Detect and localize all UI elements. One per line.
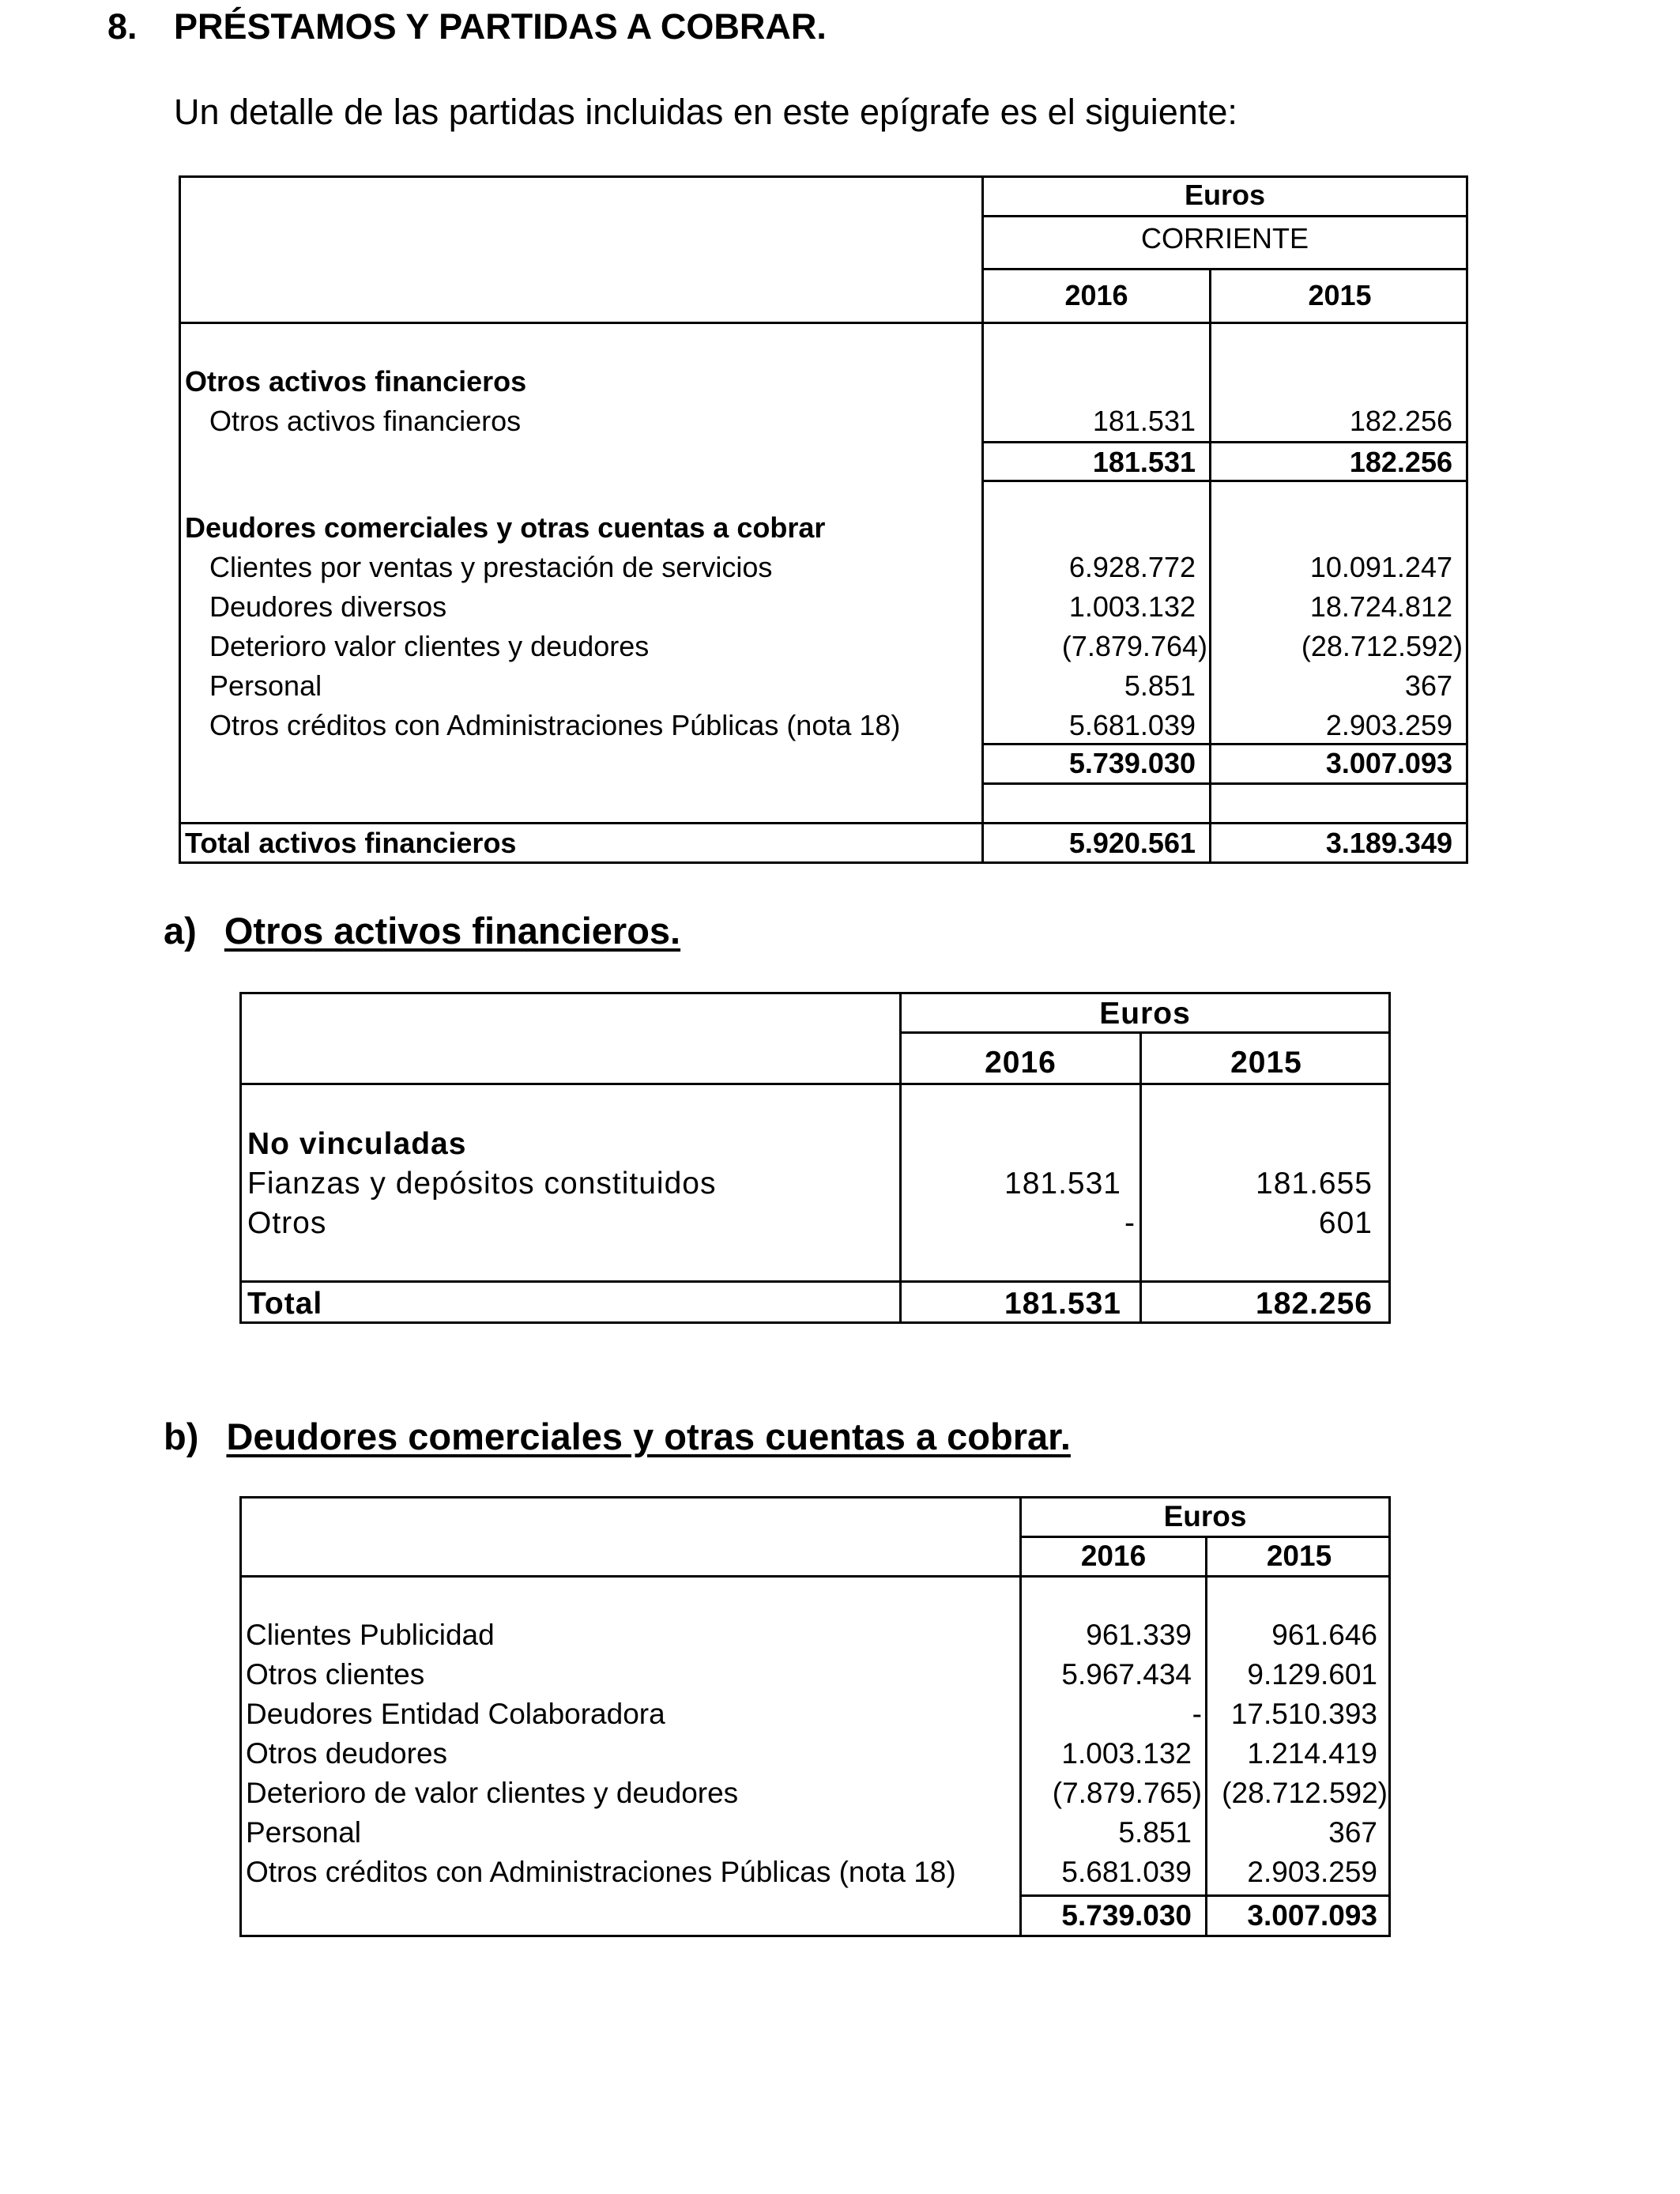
subtotal-2016: 5.739.030	[1068, 747, 1196, 779]
section-number: 8.	[107, 6, 137, 47]
value-2015: (28.712.592)	[1222, 1777, 1388, 1809]
subsection-title: Otros activos financieros.	[224, 910, 681, 952]
group-title: Deudores comerciales y otras cuentas a cobrar	[185, 511, 826, 544]
total-2015: 182.256	[1256, 1287, 1373, 1321]
year-header-2016: 2016	[1080, 1540, 1147, 1572]
value-2015: 367	[1404, 669, 1452, 702]
value-2016: 1.003.132	[1068, 590, 1196, 623]
year-header-2015: 2015	[1266, 1540, 1332, 1572]
value-2015: 2.903.259	[1247, 1856, 1377, 1888]
row-label: Fianzas y depósitos constituidos	[247, 1167, 717, 1201]
subtotal-2015: 3.007.093	[1325, 747, 1452, 779]
row-label: Otros activos financieros	[209, 405, 522, 437]
year-header-2016: 2016	[985, 1046, 1057, 1080]
total-2016: 5.739.030	[1061, 1899, 1192, 1932]
value-2015: 18.724.812	[1309, 590, 1452, 623]
value-2016: 5.851	[1118, 1816, 1192, 1849]
unit-header: Euros	[1099, 997, 1191, 1031]
unit-header: Euros	[1184, 179, 1266, 211]
value-2016: 961.339	[1086, 1619, 1192, 1651]
value-2016: (7.879.765)	[1052, 1777, 1202, 1809]
row-label: Otros créditos con Administraciones Públicas (nota 18)	[209, 709, 901, 741]
total-2016: 5.920.561	[1068, 827, 1196, 859]
value-2016: 5.851	[1124, 669, 1196, 702]
row-label: Personal	[209, 669, 322, 702]
value-2016: 1.003.132	[1061, 1737, 1192, 1770]
value-2016: 181.531	[1004, 1167, 1121, 1201]
section-title: PRÉSTAMOS Y PARTIDAS A COBRAR.	[174, 6, 827, 47]
row-label: Otros deudores	[246, 1737, 448, 1770]
value-2016: 6.928.772	[1068, 551, 1196, 583]
value-2015: 601	[1318, 1206, 1373, 1240]
total-2015: 3.007.093	[1247, 1899, 1377, 1932]
subsection-a-heading	[164, 909, 680, 952]
total-2015: 3.189.349	[1325, 827, 1452, 859]
row-label: Deudores diversos	[209, 590, 447, 623]
value-2015: 2.903.259	[1325, 709, 1452, 741]
intro-text: Un detalle de las partidas incluidas en este epígrafe es el siguiente:	[174, 92, 1237, 132]
value-2016: 5.681.039	[1068, 709, 1196, 741]
group-title: No vinculadas	[247, 1127, 467, 1161]
value-2015: 367	[1328, 1816, 1377, 1849]
value-2015: 961.646	[1271, 1619, 1377, 1651]
subtotal-2015: 182.256	[1349, 446, 1452, 478]
row-label: Deudores Entidad Colaboradora	[246, 1698, 665, 1730]
group-header: CORRIENTE	[1140, 222, 1309, 254]
value-2015: 181.655	[1256, 1167, 1373, 1201]
value-2015: 17.510.393	[1230, 1698, 1377, 1730]
value-2015: (28.712.592)	[1301, 630, 1463, 662]
unit-header: Euros	[1163, 1500, 1247, 1532]
total-label: Total activos financieros	[185, 827, 517, 859]
subsection-b-heading	[164, 1415, 1071, 1458]
year-header-2015: 2015	[1308, 279, 1372, 311]
value-2016: 181.531	[1092, 405, 1196, 437]
value-2015: 9.129.601	[1247, 1658, 1377, 1691]
value-2015: 10.091.247	[1309, 551, 1452, 583]
value-2015: 182.256	[1349, 405, 1452, 437]
group-title: Otros activos financieros	[185, 365, 527, 398]
subsection-letter: b)	[164, 1416, 199, 1457]
subsection-title: Deudores comerciales y otras cuentas a cobrar.	[226, 1416, 1071, 1457]
value-2016: (7.879.764)	[1061, 630, 1207, 662]
value-2016: 5.967.434	[1061, 1658, 1192, 1691]
value-2015: 1.214.419	[1247, 1737, 1377, 1770]
subtotal-2016: 181.531	[1092, 446, 1196, 478]
row-label: Clientes por ventas y prestación de servicios	[209, 551, 773, 583]
row-label: Deterioro de valor clientes y deudores	[246, 1777, 739, 1809]
value-2016: -	[1124, 1206, 1136, 1240]
row-label: Deterioro valor clientes y deudores	[209, 630, 650, 662]
total-2016: 181.531	[1004, 1287, 1121, 1321]
value-2016: -	[1192, 1698, 1202, 1730]
year-header-2015: 2015	[1230, 1046, 1302, 1080]
row-label: Otros clientes	[246, 1658, 425, 1691]
row-label: Clientes Publicidad	[246, 1619, 495, 1651]
subsection-letter: a)	[164, 910, 197, 952]
row-label: Personal	[246, 1816, 362, 1849]
total-label: Total	[247, 1287, 323, 1321]
year-header-2016: 2016	[1064, 279, 1128, 311]
value-2016: 5.681.039	[1061, 1856, 1192, 1888]
row-label: Otros créditos con Administraciones Públicas (nota 18)	[246, 1856, 956, 1888]
row-label: Otros	[247, 1206, 327, 1240]
